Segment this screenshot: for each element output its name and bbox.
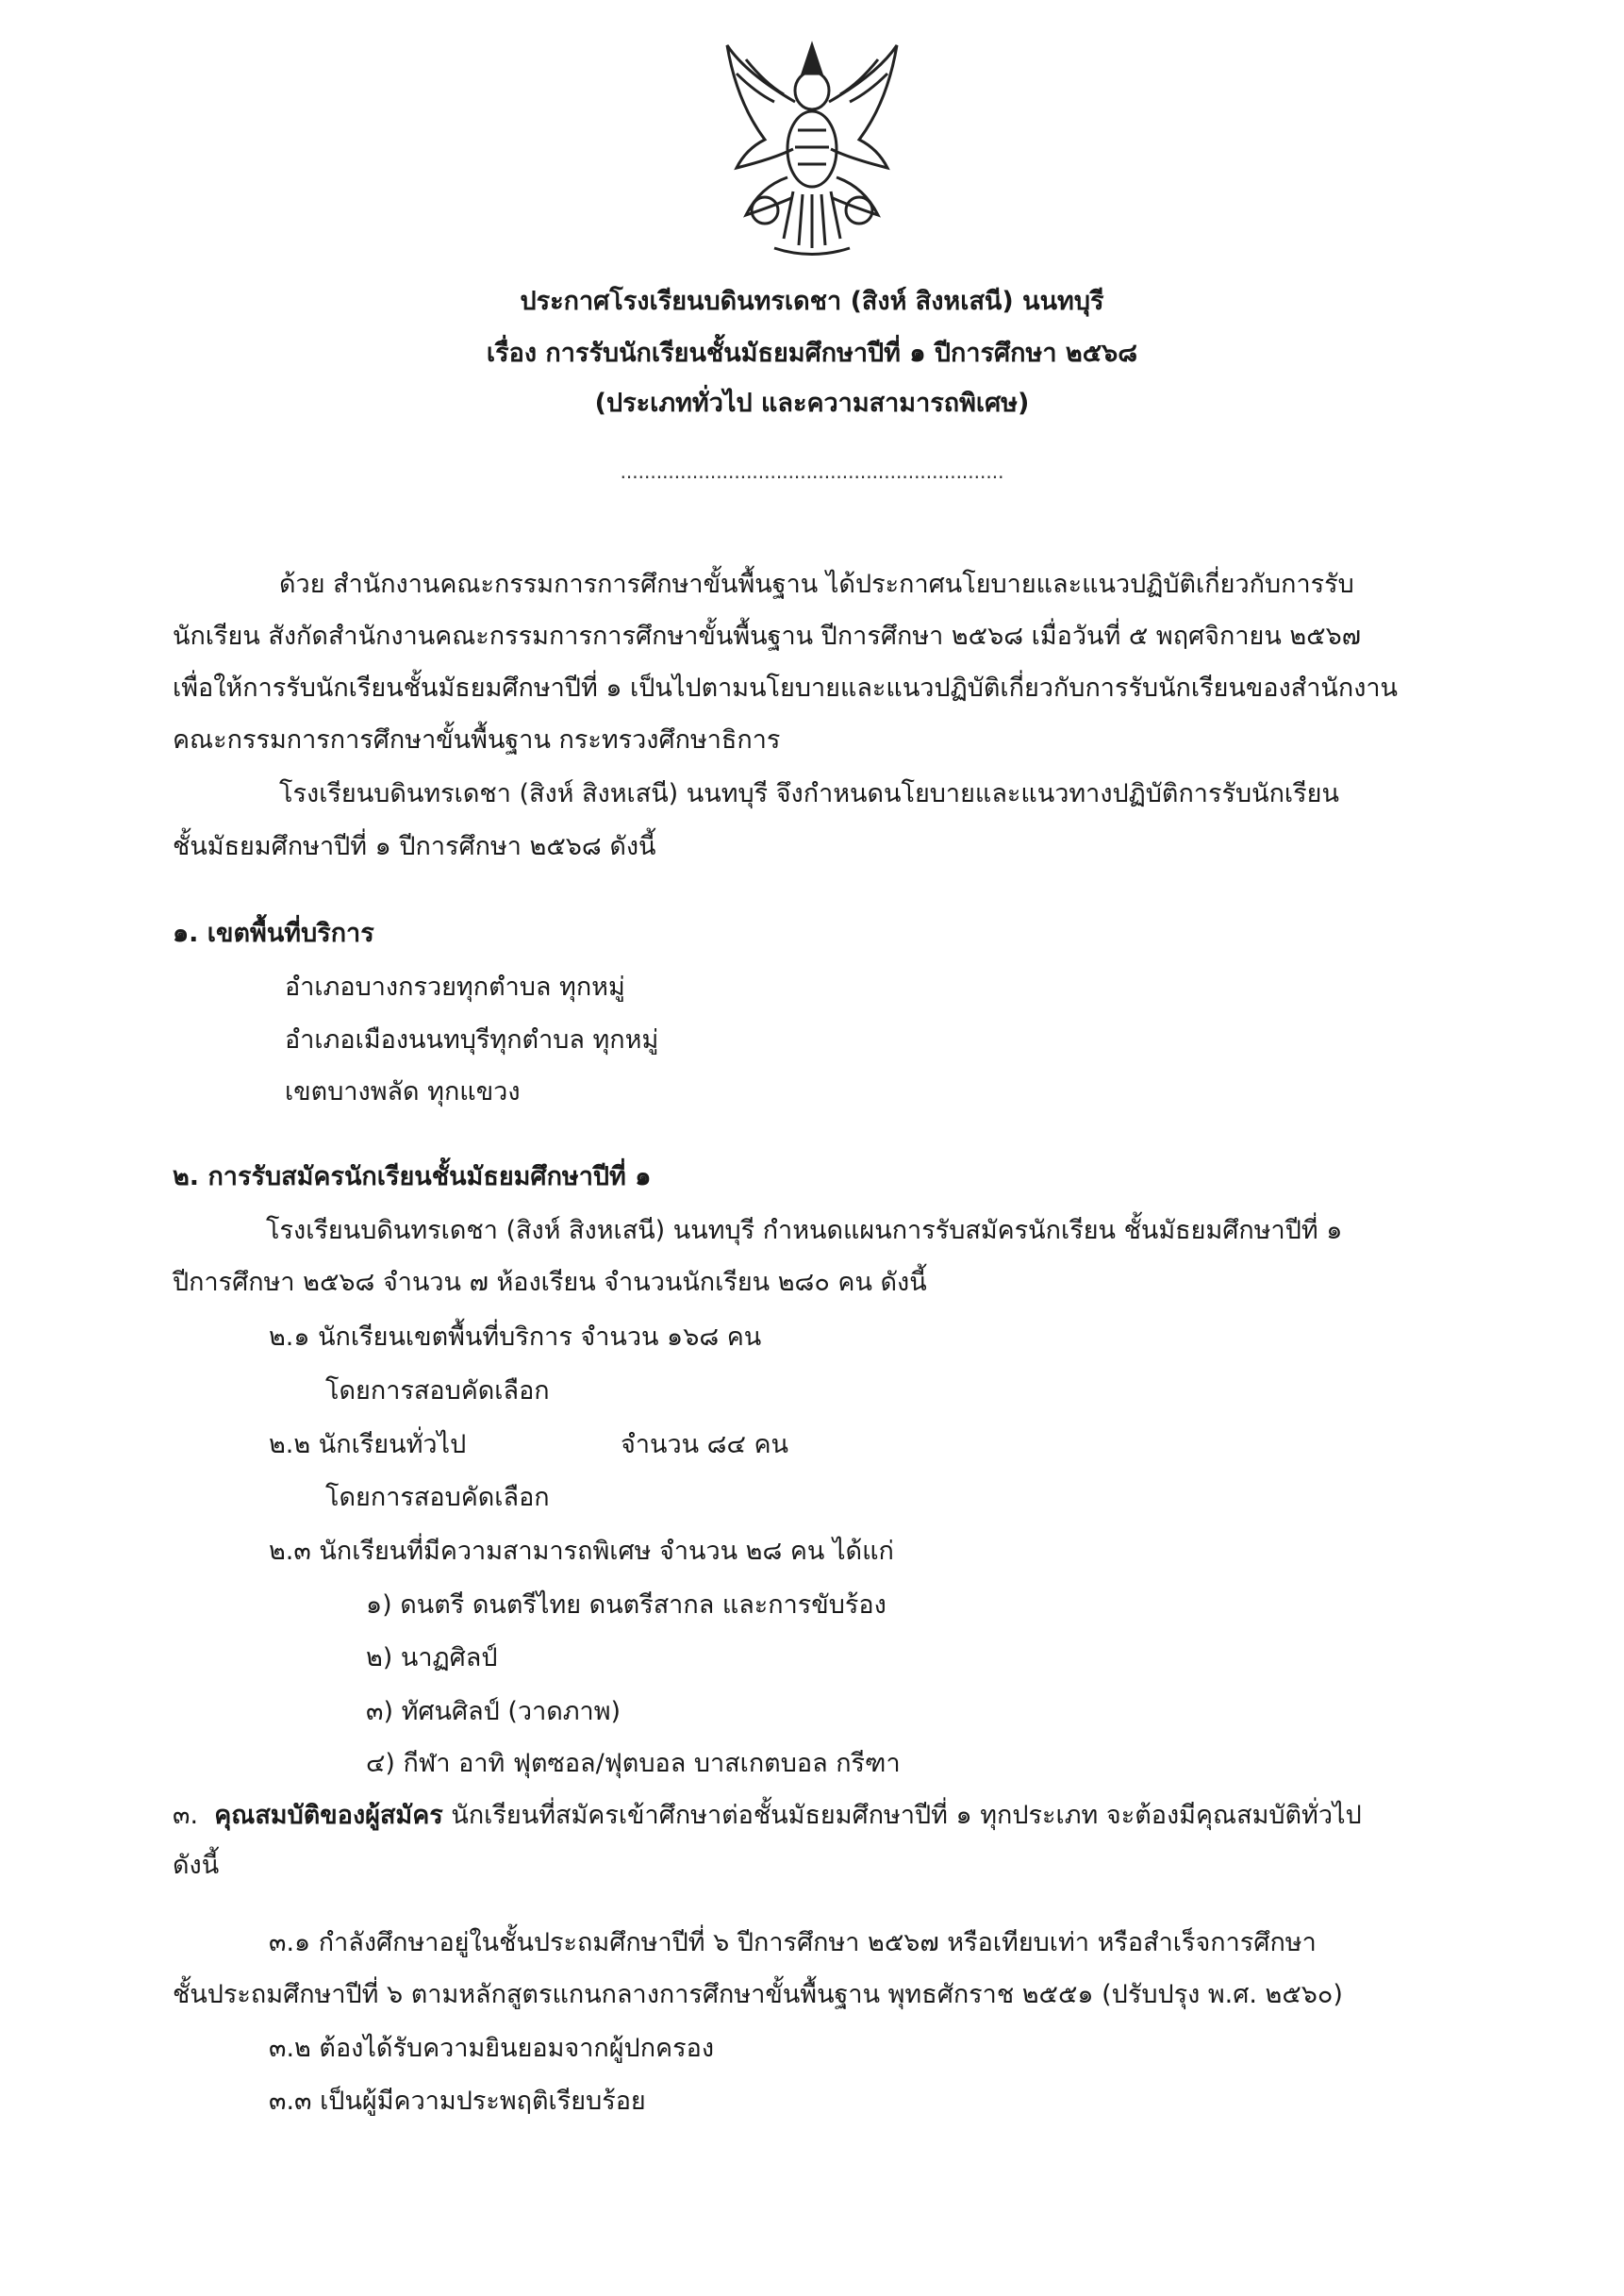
talent-item: ๔) กีฬา อาทิ ฟุตซอล/ฟุตบอล บาสเกตบอล กรีฑา — [366, 1749, 901, 1778]
policy-paragraph-line: ชั้นมัธยมศึกษาปีที่ ๑ ปีการศึกษา ๒๕๖๘ ดังนี้ — [173, 832, 656, 861]
service-area-item: เขตบางพลัด ทุกแขวง — [285, 1077, 521, 1106]
service-area-item: อำเภอบางกรวยทุกตำบล ทุกหมู่ — [285, 973, 625, 1002]
garuda-emblem-icon — [708, 36, 916, 262]
talent-item: ๓) ทัศนศิลป์ (วาดภาพ) — [366, 1697, 621, 1726]
qualification-item: ๓.๒ ต้องได้รับความยินยอมจากผู้ปกครอง — [269, 2034, 714, 2063]
intro-paragraph-line: คณะกรรมการการศึกษาขั้นพื้นฐาน กระทรวงศึกษาธิการ — [173, 725, 781, 755]
intro-paragraph-line: นักเรียน สังกัดสำนักงานคณะกรรมการการศึกษาขั้นพื้นฐาน ปีการศึกษา ๒๕๖๘ เมื่อวันที่ ๕ พฤศจิกายน ๒๕๖๗ — [173, 622, 1362, 651]
section-3-number: ๓. — [173, 1801, 199, 1830]
admission-method: โดยการสอบคัดเลือก — [325, 1483, 550, 1512]
announcement-category: (ประเภททั่วไป และความสามารถพิเศษ) — [594, 389, 1030, 418]
admission-category-1: ๒.๑ นักเรียนเขตพื้นที่บริการ จำนวน ๑๖๘ คน — [269, 1323, 762, 1352]
title-divider: ................................................................ — [620, 460, 1004, 483]
admission-plan-line: โรงเรียนบดินทรเดชา (สิงห์ สิงหเสนี) นนทบุรี กำหนดแผนการรับสมัครนักเรียน ชั้นมัธยมศึกษาปีที่ ๑ — [266, 1216, 1343, 1245]
announcement-title: ประกาศโรงเรียนบดินทรเดชา (สิงห์ สิงหเสนี) นนทบุรี — [520, 287, 1104, 316]
qualification-item-continued: ชั้นประถมศึกษาปีที่ ๖ ตามหลักสูตรแกนกลางการศึกษาขั้นพื้นฐาน พุทธศักราช ๒๕๕๑ (ปรับปรุง พ.ศ. ๒๕๖๐) — [173, 1980, 1343, 2009]
announcement-subject: เรื่อง การรับนักเรียนชั้นมัธยมศึกษาปีที่ ๑ ปีการศึกษา ๒๕๖๘ — [486, 339, 1138, 368]
talent-item: ๒) นาฏศิลป์ — [366, 1643, 498, 1672]
section-3-heading-continued: ดังนี้ — [173, 1851, 220, 1880]
talent-item: ๑) ดนตรี ดนตรีไทย ดนตรีสากล และการขับร้อง — [366, 1590, 887, 1620]
admission-plan-line: ปีการศึกษา ๒๕๖๘ จำนวน ๗ ห้องเรียน จำนวนนักเรียน ๒๘๐ คน ดังนี้ — [173, 1268, 927, 1297]
admission-category-2-count: จำนวน ๘๔ คน — [621, 1430, 789, 1459]
intro-paragraph-line: เพื่อให้การรับนักเรียนชั้นมัธยมศึกษาปีที่ ๑ เป็นไปตามนโยบายและแนวปฏิบัติเกี่ยวกับการรับนักเรียนของสำนักงาน — [173, 674, 1399, 703]
qualification-item: ๓.๓ เป็นผู้มีความประพฤติเรียบร้อย — [269, 2087, 646, 2116]
admission-category-2: ๒.๒ นักเรียนทั่วไป — [269, 1430, 467, 1459]
section-2-heading: ๒. การรับสมัครนักเรียนชั้นมัธยมศึกษาปีที่ ๑ — [173, 1162, 652, 1191]
section-3-heading — [173, 1797, 1362, 1835]
section-3-description: นักเรียนที่สมัครเข้าศึกษาต่อชั้นมัธยมศึกษาปีที่ ๑ ทุกประเภท จะต้องมีคุณสมบัติทั่วไป — [442, 1801, 1362, 1830]
policy-paragraph-line: โรงเรียนบดินทรเดชา (สิงห์ สิงหเสนี) นนทบุรี จึงกำหนดนโยบายและแนวทางปฏิบัติการรับนักเรียน — [279, 779, 1339, 808]
section-3-title: คุณสมบัติของผู้สมัคร — [214, 1801, 443, 1830]
admission-method: โดยการสอบคัดเลือก — [325, 1376, 550, 1406]
service-area-item: อำเภอเมืองนนทบุรีทุกตำบล ทุกหมู่ — [285, 1025, 659, 1055]
admission-category-3: ๒.๓ นักเรียนที่มีความสามารถพิเศษ จำนวน ๒๘ คน ได้แก่ — [269, 1537, 894, 1566]
qualification-item: ๓.๑ กำลังศึกษาอยู่ในชั้นประถมศึกษาปีที่ ๖ ปีการศึกษา ๒๕๖๗ หรือเทียบเท่า หรือสำเร็จการศึกษา — [269, 1928, 1317, 1957]
intro-paragraph-line: ด้วย สำนักงานคณะกรรมการการศึกษาขั้นพื้นฐาน ได้ประกาศนโยบายและแนวปฏิบัติเกี่ยวกับการรับ — [279, 570, 1354, 599]
section-1-heading: ๑. เขตพื้นที่บริการ — [173, 919, 374, 948]
